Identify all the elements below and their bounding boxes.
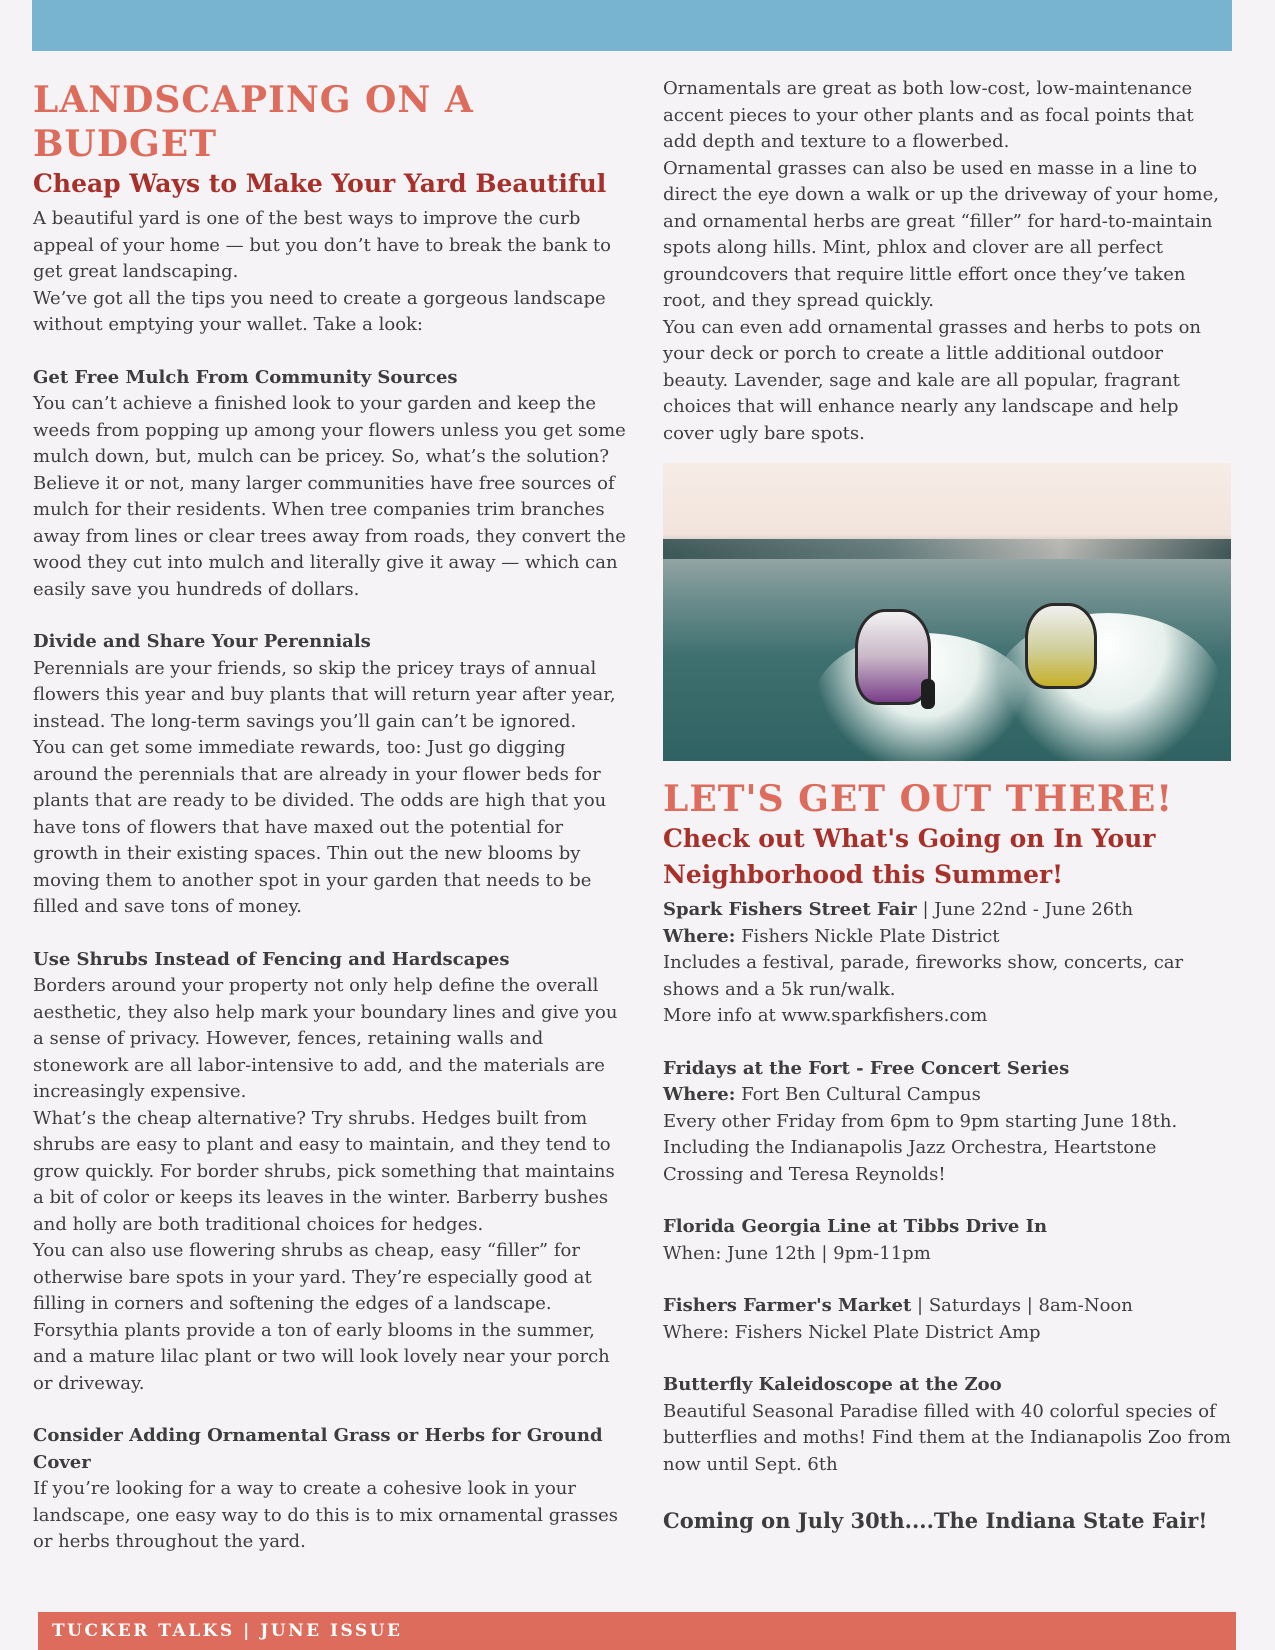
- event-detail: When: June 12th | 9pm-11pm: [663, 1242, 931, 1264]
- continued-paragraph: You can even add ornamental grasses and herbs to pots on your deck or porch to create a little additional outdoor beauty. Lavender, sage and kale are all popular, fragrant choices that will enhance nearly any landscape and help cover ugly bare spots.: [663, 316, 1202, 444]
- continued-paragraph: Ornamental grasses can also be used en masse in a line to direct the eye down a walk or up the driveway of your home, and ornamental herbs are great “filler” for hard-to-maintain spots along hills. Mint, phlox and clover are all perfect groundcovers that require little effort once they’ve taken root, and they spread quickly.: [663, 157, 1219, 311]
- event-title: Florida Georgia Line at Tibbs Drive In: [663, 1216, 1048, 1237]
- body-paragraph: You can get some immediate rewards, too: Just go digging around the perennials that are already in your flower beds for plants that are ready to be divided. The odds are high that you have tons of flowers that have maxed out the potential for growth in their existing spaces. Thin out the new blooms by moving them to another spot in your garden that needs to be filled and save tons of money.: [33, 737, 607, 917]
- top-color-band: [32, 0, 1232, 51]
- body-paragraph: If you’re looking for a way to create a cohesive look in your landscape, one easy way to do this is to mix ornamental grasses or herbs throughout the yard.: [33, 1478, 618, 1552]
- event-detail: Includes a festival, parade, fireworks show, concerts, car shows and a 5k run/walk.: [663, 952, 1184, 1000]
- boats-on-lake-photo: [663, 463, 1231, 761]
- event-spark-fishers: [663, 897, 1231, 1030]
- event-title: Butterfly Kaleidoscope at the Zoo: [663, 1374, 1002, 1395]
- boat-right: [1025, 603, 1097, 689]
- events-headline: LET'S GET OUT THERE!: [663, 778, 1174, 820]
- event-detail: More info at www.sparkfishers.com: [663, 1005, 988, 1026]
- body-paragraph: What’s the cheap alternative? Try shrubs. Hedges built from shrubs are easy to plant and easy to maintain, and they tend to grow quickly. For border shrubs, pick something that maintains a bit of color or keeps its leaves in the winter. Barberry bushes and holly are both traditional choices for hedges.: [33, 1107, 615, 1235]
- where-label: Where:: [663, 925, 736, 947]
- event-fridays-fort: [663, 1056, 1231, 1189]
- footer-bar: [38, 1612, 1236, 1650]
- event-title: Fishers Farmer's Market: [663, 1295, 912, 1316]
- state-fair-announcement: Coming on July 30th....The Indiana State Fair!: [663, 1508, 1208, 1533]
- body-paragraph: Perennials are your friends, so skip the pricey trays of annual flowers this year and buy plants that will return year after year, instead. The long-term savings you’ll gain can’t be ignored.: [33, 657, 616, 732]
- body-paragraph: Borders around your property not only help define the overall aesthetic, they also help mark your boundary lines and give you a sense of privacy. However, fences, retaining walls and stonework are all labor-intensive to add, and the materials are increasingly expensive.: [33, 975, 618, 1102]
- event-detail: Where: Fishers Nickel Plate District Amp: [663, 1321, 1041, 1343]
- where-label: Where:: [663, 1084, 736, 1105]
- event-date: | Saturdays | 8am-Noon: [911, 1295, 1133, 1316]
- event-detail: Every other Friday from 6pm to 9pm starting June 18th. Including the Indianapolis Jazz Orchestra, Heartstone Crossing and Teresa Reynolds!: [663, 1110, 1178, 1185]
- event-location: Fishers Nickle Plate District: [735, 925, 1000, 947]
- event-date: | June 22nd - June 26th: [916, 899, 1134, 920]
- event-detail: Beautiful Seasonal Paradise filled with 40 colorful species of butterflies and moths! Find them at the Indianapolis Zoo from now until Sept. 6th: [663, 1400, 1231, 1475]
- landscaping-subhead: Cheap Ways to Make Your Yard Beautiful: [33, 169, 607, 198]
- landscaping-headline: LANDSCAPING ON A BUDGET: [33, 79, 474, 165]
- body-paragraph: You can also use flowering shrubs as cheap, easy “filler” for otherwise bare spots in your yard. They’re especially good at filling in corners and softening the edges of a landscape. Forsythia plants provide a ton of early blooms in the summer, and a mature lilac plant or two will look lovely near your porch or driveway.: [33, 1240, 610, 1394]
- event-butterfly: [663, 1372, 1231, 1478]
- event-florida-georgia-line: [663, 1214, 1231, 1267]
- event-title: Fridays at the Fort - Free Concert Series: [663, 1057, 1070, 1079]
- left-column: [33, 72, 631, 1556]
- event-farmers-market: [663, 1293, 1231, 1346]
- continued-paragraph: Ornamentals are great as both low-cost, low-maintenance accent pieces to your other plants and as focal points that add depth and texture to a flowerbed.: [663, 78, 1194, 152]
- event-title: Spark Fishers Street Fair: [663, 899, 917, 920]
- event-location: Fort Ben Cultural Campus: [735, 1084, 981, 1105]
- intro-paragraph: We’ve got all the tips you need to create a gorgeous landscape without emptying your wallet. Take a look:: [33, 287, 606, 335]
- right-column: [663, 76, 1231, 1536]
- events-subhead: Check out What's Going on In Your Neighborhood this Summer!: [663, 824, 1156, 889]
- boat-left: [855, 609, 931, 705]
- section-title-mulch: Get Free Mulch From Community Sources: [33, 366, 458, 388]
- section-title-perennials: Divide and Share Your Perennials: [33, 631, 371, 652]
- intro-paragraph: A beautiful yard is one of the best ways to improve the curb appeal of your home — but you don’t have to break the bank to get great landscaping.: [33, 208, 611, 282]
- body-paragraph: You can’t achieve a finished look to your garden and keep the weeds from popping up among your flowers unless you get some mulch down, but, mulch can be pricey. So, what’s the solution? Believe it or not, many larger communities have free sources of mulch for their residents. When tree companies trim branches away from lines or clear trees away from roads, they convert the wood they cut into mulch and literally give it away — which can easily save you hundreds of dollars.: [33, 393, 626, 600]
- wakeboarder: [921, 679, 935, 709]
- footer-issue-label: TUCKER TALKS | JUNE ISSUE: [52, 1621, 403, 1641]
- section-title-ornamental: Consider Adding Ornamental Grass or Herbs for Ground Cover: [33, 1425, 603, 1473]
- section-title-shrubs: Use Shrubs Instead of Fencing and Hardscapes: [33, 948, 510, 970]
